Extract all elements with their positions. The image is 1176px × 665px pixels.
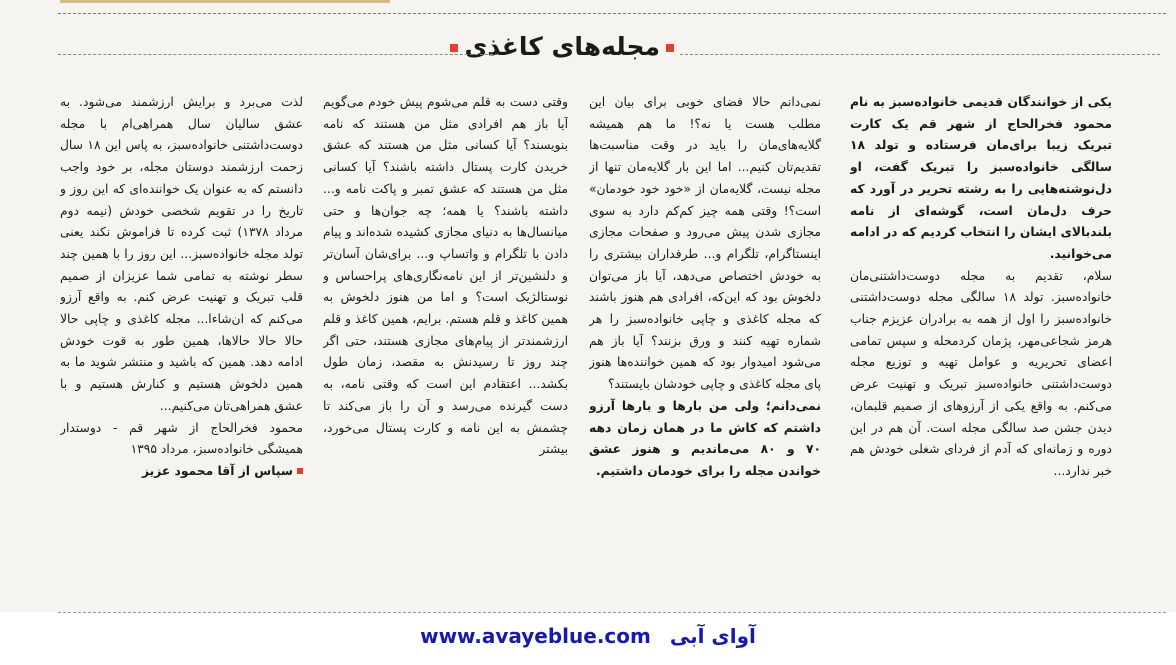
page-title-text: مجله‌های کاغذی [464,32,660,61]
article-intro: یکی از خوانندگان قدیمی خانواده‌سبز به نام محمود فخرالحاج از شهر قم یک کارت تبریک زیبا برای‌مان فرستاده و تولد ۱۸ سالگی خانواده‌سبز را تبریک گفت، او دل‌نوشته‌هایی را به رشته تحریر در آورد که حرف دل‌مان است، گوشه‌ای از نامه بلندبالای ایشان را انتخاب کردیم که در ادامه می‌خوانید. [850,95,1112,261]
article-body-3: وقتی دست به قلم می‌شوم پیش خودم می‌گویم آیا باز هم افرادی مثل من هستند که نامه بنویسند؟ آیا کسانی مثل من هستند که عشق خریدن کارت پستال داشته باشند؟ آیا کسانی مثل من هستند که عشق تمبر و پاکت نامه و... داشته باشند؟ یا همه؛ چه جوان‌ها و حتی میانسال‌ها به دنیای مجازی کشیده شده‌اند و پیام دادن با تلگرام و واتساپ و... برای‌شان آسان‌تر و دلنشین‌تر از این نامه‌نگاری‌های پراحساس و نوستالژیک است؟ و اما من هنوز دلخوش به همین کاغذ و قلم هستم. برایم، همین کاغذ و قلم ارزشمندتر از پیام‌های مجازی هستند، حتی اگر چند روز تا رسیدنش به مقصد، زمان طول بکشد... اعتقادم این است که وقتی نامه، به دست گیرنده می‌رسد و آن را باز می‌کند تا چشمش به این نامه و کارت پستال می‌خورد، بیشتر [323,95,568,457]
heading-rule-right [680,54,1160,55]
bottom-divider [58,612,1166,613]
top-divider [58,13,1166,14]
red-bullet-icon [297,468,303,474]
article-column-3 [323,92,568,604]
footer-url[interactable]: www.avayeblue.com [420,624,651,648]
site-footer [0,624,1176,648]
thanks-text: سپاس از آقا محمود عزیز [141,463,293,478]
article-body-1: سلام، تقدیم به مجله دوست‌داشتنی‌مان خانواده‌سبز. تولد ۱۸ سالگی مجله دوست‌داشتنی خانواده‌سبز را اول از همه به برادران عزیزم جناب هرمز شجاعی‌مهر، پژمان کردمحله و سپس تمامی اعضای تحریریه و عوامل تهیه و توزیع مجله دوست‌داشتنی خانواده‌سبز تبریک و تهنیت عرض می‌کنم. به واقع یکی از آرزوهای از صمیم قلبمان، دیدن جشن صد سالگی مجله است. آن هم در این دوره و زمانه‌ای که آدم از فردای شغلی خودش هم خبر ندارد... [850,268,1112,478]
footer-brand: آوای آبی [669,624,756,648]
author-signature: محمود فخرالحاج از شهر قم - دوستدار همیشگی خانواده‌سبز، مرداد ۱۳۹۵ [60,420,303,457]
thanks-line [60,461,303,483]
article-column-4 [60,92,303,604]
article-body-4: لذت می‌برد و برایش ارزشمند می‌شود. به عشق سالیان سال همراهی‌ام با مجله دوست‌داشتنی خانواده‌سبز، به پاس این ۱۸ سال زحمت ارزشمند دوستان مجله، بر خود واجب دانستم که به عنوان یک خواننده‌ای که این روز و تاریخ را در تقویم شخصی خودش (نیمه دوم مرداد ۱۳۷۸) ثبت کرده تا فراموش نکند یعنی تولد مجله خانواده‌سبز... این روز را با همین چند سطر نوشته به تمامی شما عزیزان از صمیم قلب تبریک و تهنیت عرض کنم. به واقع آرزو می‌کنم که ان‌شاءا... مجله کاغذی و چاپی حالا حالا حالا حالاها، همین طور به قوت خودش ادامه دهد. همین که باشید و منتشر شوید ما به همین دلخوش هستیم و کنارش هستیم و با عشق همراهی‌تان می‌کنیم... [60,95,303,413]
page-title [464,32,680,61]
article-body-2: نمی‌دانم حالا فضای خوبی برای بیان این مطلب هست یا نه؟! ما هم همیشه گلایه‌های‌مان را باید در وقت مناسبت‌ها تقدیم‌تان کنیم... اما این بار گلایه‌مان تنها از مجله نیست، گلایه‌مان از «خود خود خودمان» است؟! وقتی همه چیز کم‌کم دارد به سوی مجازی شدن پیش می‌رود و صفحات مجازی اینستاگرام، تلگرام و... طرفداران بیشتری را به خودش اختصاص می‌دهد، آیا باز می‌توان دلخوش بود که این‌که، افرادی هم هنوز باشند که مجله کاغذی و چاپی خانواده‌سبز را هر شماره تهیه کنند و ورق بزنند؟ آیا باز هم می‌شود امیدوار بود که همین خواننده‌ها هنوز پای مجله کاغذی و چاپی خودشان بایستند؟ [589,95,821,392]
article-column-1 [850,92,1112,604]
top-color-bar [60,0,390,3]
heading-rule-left [58,54,498,55]
red-square-icon [450,44,458,52]
red-square-icon [666,44,674,52]
article-closing: نمی‌دانم؛ ولی من بارها و بارها آرزو داشتم که کاش ما در همان زمان دهه ۷۰ و ۸۰ می‌ماندیم و هنوز عشق خواندن مجله را برای خودمان داشتیم. [589,398,821,478]
article-column-2 [589,92,821,604]
